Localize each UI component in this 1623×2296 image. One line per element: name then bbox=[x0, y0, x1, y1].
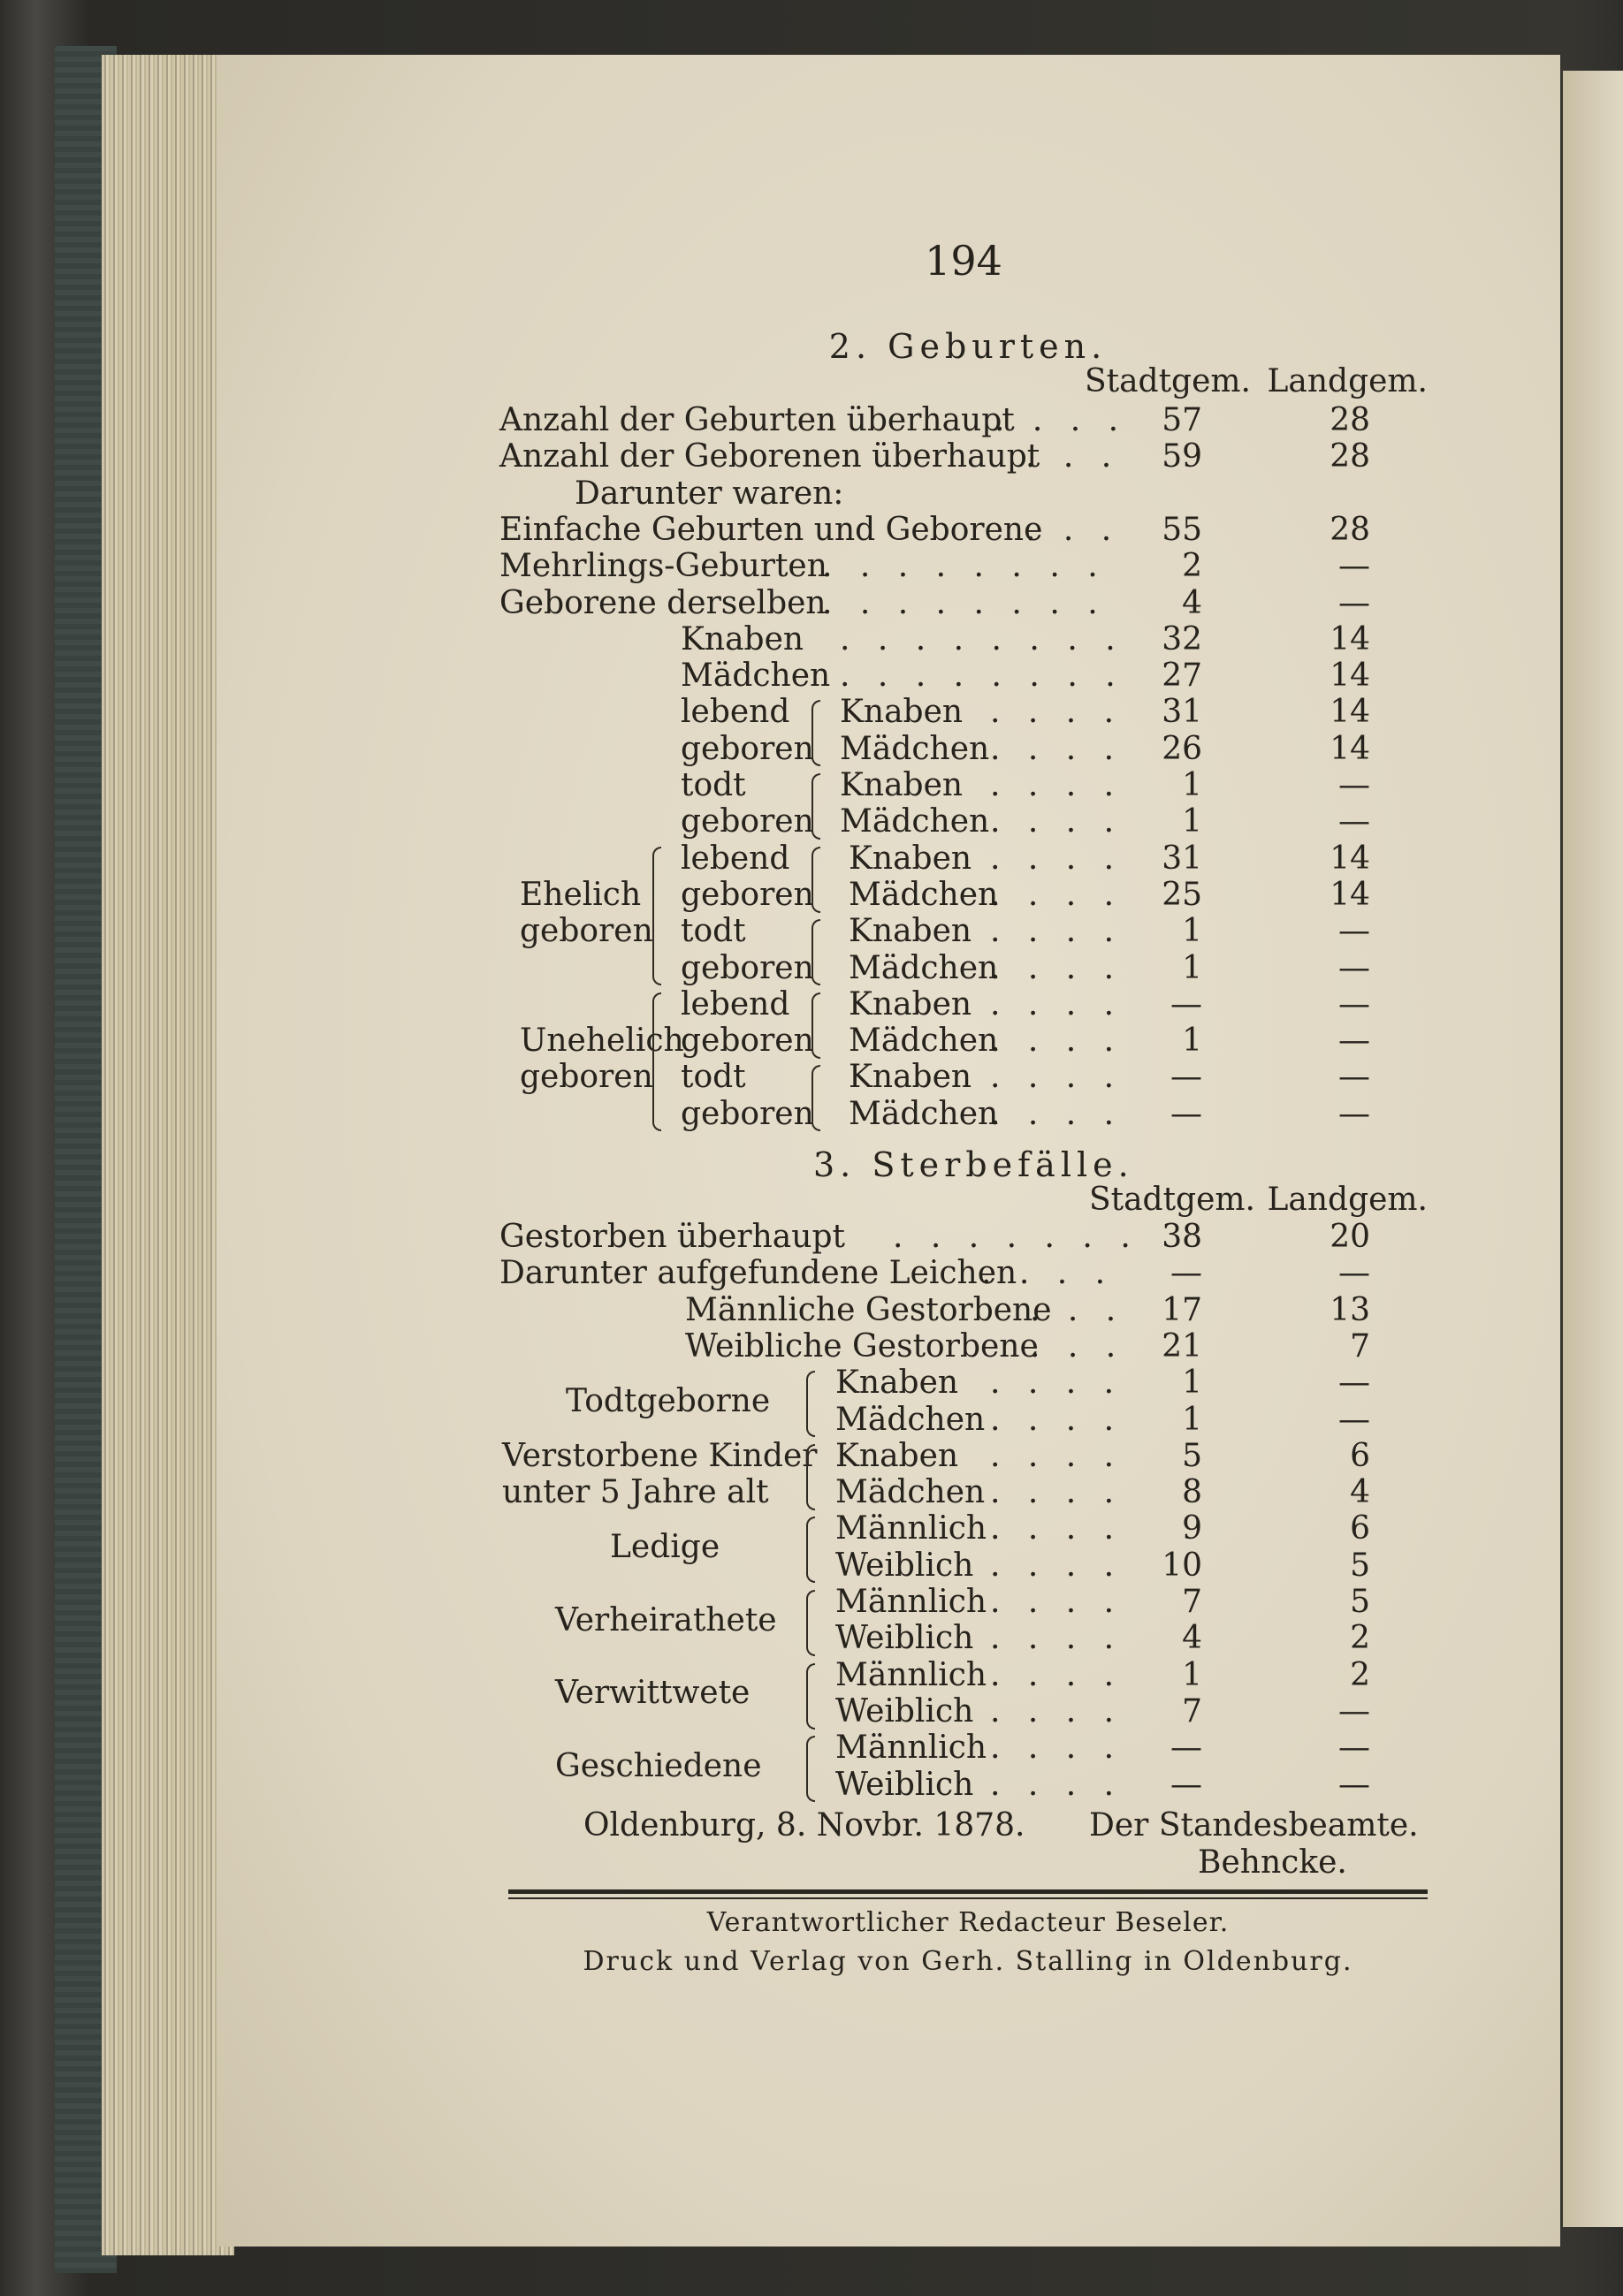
land-value: 13 bbox=[1330, 1292, 1370, 1328]
leader-dots: . . . . bbox=[990, 1767, 1124, 1803]
sub-label: todt bbox=[681, 1059, 746, 1095]
detail-label: Männlich bbox=[835, 1584, 987, 1620]
leader-dots: . . . . bbox=[990, 986, 1124, 1023]
section-2-col-land: Landgem. bbox=[1267, 363, 1428, 399]
land-value: 7 bbox=[1350, 1328, 1370, 1365]
land-value: 2 bbox=[1350, 1620, 1370, 1656]
stadt-value: 7 bbox=[1182, 1584, 1202, 1620]
land-value: 28 bbox=[1330, 512, 1370, 548]
row-label: Anzahl der Geburten überhaupt bbox=[499, 402, 1015, 438]
stadt-value: 1 bbox=[1182, 1402, 1202, 1438]
leader-dots: . . . . bbox=[994, 402, 1128, 438]
stadt-value: 55 bbox=[1162, 512, 1202, 548]
right-page-strip bbox=[1563, 71, 1623, 2227]
land-value: 28 bbox=[1330, 402, 1370, 438]
land-value: 14 bbox=[1330, 877, 1370, 913]
group-label: Geschiedene bbox=[555, 1748, 762, 1784]
detail-label: Mädchen bbox=[835, 1402, 986, 1438]
group-label: Verstorbene Kinder bbox=[502, 1438, 818, 1474]
row-label: Einfache Geburten und Geborene bbox=[499, 512, 1043, 548]
stadt-value: 9 bbox=[1182, 1510, 1202, 1547]
footer-place-date: Oldenburg, 8. Novbr. 1878. bbox=[583, 1807, 1025, 1844]
land-value: — bbox=[1338, 585, 1370, 621]
page-number: 194 bbox=[925, 237, 1002, 285]
leader-dots: . . . . bbox=[990, 1438, 1124, 1474]
detail-label: Knaben bbox=[849, 840, 972, 877]
brace bbox=[806, 1371, 815, 1437]
brace bbox=[812, 1065, 820, 1131]
footer-printer: Druck und Verlag von Gerh. Stalling in Oldenburg. bbox=[583, 1946, 1353, 1977]
stadt-value: 21 bbox=[1162, 1328, 1202, 1365]
group-label: Todtgeborne bbox=[566, 1383, 771, 1419]
brace bbox=[806, 1663, 815, 1730]
stadt-value: 5 bbox=[1182, 1438, 1202, 1474]
brace bbox=[812, 847, 820, 913]
stadt-value: — bbox=[1170, 1096, 1202, 1132]
stadt-value: 31 bbox=[1162, 694, 1202, 730]
leader-dots: . . . . bbox=[990, 1547, 1124, 1584]
brace bbox=[806, 1590, 815, 1656]
footer-official: Der Standesbeamte. bbox=[1089, 1807, 1419, 1844]
group-label: Unehelich bbox=[520, 1023, 684, 1059]
brace bbox=[812, 992, 820, 1059]
section-3-title: 3. Sterbefälle. bbox=[813, 1145, 1134, 1184]
stadt-value: 7 bbox=[1182, 1693, 1202, 1730]
leader-dots: . . . bbox=[1025, 438, 1121, 475]
sub-label: lebend bbox=[681, 986, 790, 1023]
leader-dots: . . . . . . . . bbox=[822, 548, 1107, 584]
brace bbox=[812, 919, 820, 985]
leader-dots: . . . . bbox=[990, 913, 1124, 949]
leader-dots: . . . . bbox=[990, 1059, 1124, 1095]
land-value: — bbox=[1338, 1402, 1370, 1438]
leader-dots: . . . . bbox=[990, 1693, 1124, 1730]
land-value: 28 bbox=[1330, 438, 1370, 475]
stadt-value: — bbox=[1170, 1730, 1202, 1766]
stadt-value: 8 bbox=[1182, 1474, 1202, 1510]
section-2-title: 2. Geburten. bbox=[828, 327, 1108, 366]
stadt-value: 38 bbox=[1162, 1219, 1202, 1255]
row-label: Gestorben überhaupt bbox=[499, 1219, 845, 1255]
row-label: Weibliche Gestorbene bbox=[685, 1328, 1039, 1365]
detail-label: Mädchen bbox=[835, 1474, 986, 1510]
leader-dots: . . . . bbox=[990, 1584, 1124, 1620]
leader-dots: . . . . bbox=[990, 1657, 1124, 1693]
land-value: 6 bbox=[1350, 1438, 1370, 1474]
group-label: Ledige bbox=[610, 1529, 720, 1565]
row-label: Darunter aufgefundene Leichen bbox=[499, 1255, 1017, 1291]
detail-label: Weiblich bbox=[835, 1547, 974, 1584]
land-value: — bbox=[1338, 1730, 1370, 1766]
detail-label: Mädchen bbox=[849, 877, 999, 913]
land-value: 6 bbox=[1350, 1510, 1370, 1547]
stadt-value: 59 bbox=[1162, 438, 1202, 475]
group-brace bbox=[652, 847, 661, 985]
stadt-value: 10 bbox=[1162, 1547, 1202, 1584]
row-label: Mädchen bbox=[681, 658, 831, 694]
row-label: Darunter waren: bbox=[575, 475, 844, 512]
sub-label: geboren bbox=[681, 731, 814, 767]
leader-dots: . . . . bbox=[990, 1510, 1124, 1547]
leader-dots: . . . . bbox=[990, 1730, 1124, 1766]
detail-label: Knaben bbox=[840, 767, 964, 803]
section-2-col-stadt: Stadtgem. bbox=[1084, 363, 1251, 399]
land-value: 14 bbox=[1330, 621, 1370, 658]
leader-dots: . . . . bbox=[990, 1096, 1124, 1132]
sub-label: geboren bbox=[681, 1096, 814, 1132]
leader-dots: . . . . . . . bbox=[893, 1219, 1139, 1255]
stadt-value: 4 bbox=[1182, 585, 1202, 621]
detail-label: Knaben bbox=[849, 986, 972, 1023]
group-label: geboren bbox=[520, 913, 653, 949]
leader-dots: . . . . bbox=[990, 950, 1124, 986]
leader-dots: . . . . . . . . bbox=[840, 658, 1124, 694]
brace bbox=[812, 700, 820, 766]
leader-dots: . . . . bbox=[990, 840, 1124, 877]
detail-label: Mädchen bbox=[849, 950, 999, 986]
leader-dots: . . . . bbox=[990, 877, 1124, 913]
stadt-value: 4 bbox=[1182, 1620, 1202, 1656]
stadt-value: 1 bbox=[1182, 950, 1202, 986]
leader-dots: . . . . . . . . bbox=[822, 585, 1107, 621]
leader-dots: . . . . bbox=[990, 803, 1124, 840]
land-value: — bbox=[1338, 1096, 1370, 1132]
detail-label: Weiblich bbox=[835, 1693, 974, 1730]
land-value: — bbox=[1338, 1767, 1370, 1803]
land-value: 14 bbox=[1330, 840, 1370, 877]
leader-dots: . . . . bbox=[990, 767, 1124, 803]
leader-dots: . . . . bbox=[981, 1255, 1115, 1291]
land-value: — bbox=[1338, 913, 1370, 949]
stadt-value: 17 bbox=[1162, 1292, 1202, 1328]
brace bbox=[806, 1444, 815, 1510]
land-value: 14 bbox=[1330, 731, 1370, 767]
double-rule-thin bbox=[508, 1897, 1428, 1899]
leader-dots: . . . . bbox=[990, 1620, 1124, 1656]
leader-dots: . . . . bbox=[990, 1023, 1124, 1059]
stadt-value: 1 bbox=[1182, 913, 1202, 949]
sub-label: geboren bbox=[681, 803, 814, 840]
detail-label: Mädchen bbox=[849, 1023, 999, 1059]
land-value: 14 bbox=[1330, 658, 1370, 694]
section-3-col-stadt: Stadtgem. bbox=[1088, 1182, 1255, 1218]
double-rule bbox=[508, 1889, 1428, 1894]
detail-label: Knaben bbox=[849, 913, 972, 949]
detail-label: Männlich bbox=[835, 1730, 987, 1766]
stadt-value: 1 bbox=[1182, 803, 1202, 840]
stadt-value: 32 bbox=[1162, 621, 1202, 658]
leader-dots: . . . bbox=[1030, 1328, 1125, 1365]
detail-label: Männlich bbox=[835, 1510, 987, 1547]
group-label: Ehelich bbox=[520, 877, 642, 913]
detail-label: Weiblich bbox=[835, 1620, 974, 1656]
row-label: Mehrlings-Geburten bbox=[499, 548, 827, 584]
land-value: — bbox=[1338, 1693, 1370, 1730]
detail-label: Knaben bbox=[840, 694, 964, 730]
sub-label: geboren bbox=[681, 1023, 814, 1059]
leader-dots: . . . . bbox=[990, 1402, 1124, 1438]
land-value: 20 bbox=[1330, 1219, 1370, 1255]
leader-dots: . . . . bbox=[990, 694, 1124, 730]
row-label: Männliche Gestorbene bbox=[685, 1292, 1052, 1328]
page-edges bbox=[102, 55, 234, 2255]
stadt-value: — bbox=[1170, 986, 1202, 1023]
land-value: — bbox=[1338, 1365, 1370, 1401]
leader-dots: . . . . bbox=[990, 1365, 1124, 1401]
group-brace bbox=[652, 992, 661, 1131]
sub-label: todt bbox=[681, 913, 746, 949]
stadt-value: 1 bbox=[1182, 1023, 1202, 1059]
land-value: 4 bbox=[1350, 1474, 1370, 1510]
stadt-value: 57 bbox=[1162, 402, 1202, 438]
land-value: — bbox=[1338, 986, 1370, 1023]
stadt-value: — bbox=[1170, 1255, 1202, 1291]
sub-label: geboren bbox=[681, 950, 814, 986]
brace bbox=[812, 773, 820, 840]
group-label: Verwittwete bbox=[555, 1675, 751, 1711]
footer-editor: Verantwortlicher Redacteur Beseler. bbox=[706, 1907, 1230, 1938]
stadt-value: 1 bbox=[1182, 767, 1202, 803]
detail-label: Mädchen bbox=[840, 731, 990, 767]
land-value: — bbox=[1338, 950, 1370, 986]
row-label: Knaben bbox=[681, 621, 804, 658]
land-value: — bbox=[1338, 1255, 1370, 1291]
land-value: — bbox=[1338, 1023, 1370, 1059]
stadt-value: — bbox=[1170, 1059, 1202, 1095]
stadt-value: 26 bbox=[1162, 731, 1202, 767]
sub-label: lebend bbox=[681, 840, 790, 877]
stadt-value: 31 bbox=[1162, 840, 1202, 877]
leader-dots: . . . . bbox=[990, 1474, 1124, 1510]
detail-label: Knaben bbox=[849, 1059, 972, 1095]
row-label: Geborene derselben bbox=[499, 585, 827, 621]
section-3-col-land: Landgem. bbox=[1267, 1182, 1428, 1218]
sub-label: todt bbox=[681, 767, 746, 803]
land-value: 5 bbox=[1350, 1547, 1370, 1584]
brace bbox=[806, 1736, 815, 1802]
brace bbox=[806, 1517, 815, 1583]
group-label: Verheirathete bbox=[555, 1602, 777, 1638]
land-value: — bbox=[1338, 548, 1370, 584]
land-value: — bbox=[1338, 1059, 1370, 1095]
land-value: 5 bbox=[1350, 1584, 1370, 1620]
stadt-value: 25 bbox=[1162, 877, 1202, 913]
land-value: 14 bbox=[1330, 694, 1370, 730]
land-value: 2 bbox=[1350, 1657, 1370, 1693]
stadt-value: 1 bbox=[1182, 1657, 1202, 1693]
row-label: Anzahl der Geborenen überhaupt bbox=[499, 438, 1040, 475]
land-value: — bbox=[1338, 767, 1370, 803]
detail-label: Weiblich bbox=[835, 1767, 974, 1803]
stadt-value: 27 bbox=[1162, 658, 1202, 694]
leader-dots: . . . . . . . . bbox=[840, 621, 1124, 658]
detail-label: Knaben bbox=[835, 1438, 959, 1474]
sub-label: geboren bbox=[681, 877, 814, 913]
group-label: geboren bbox=[520, 1059, 653, 1095]
sub-label: lebend bbox=[681, 694, 790, 730]
detail-label: Männlich bbox=[835, 1657, 987, 1693]
leader-dots: . . . . bbox=[990, 731, 1124, 767]
land-value: — bbox=[1338, 803, 1370, 840]
leader-dots: . . . bbox=[1030, 1292, 1125, 1328]
leader-dots: . . . bbox=[1025, 512, 1121, 548]
detail-label: Mädchen bbox=[849, 1096, 999, 1132]
detail-label: Knaben bbox=[835, 1365, 959, 1401]
group-label: unter 5 Jahre alt bbox=[502, 1474, 769, 1510]
detail-label: Mädchen bbox=[840, 803, 990, 840]
stadt-value: 2 bbox=[1182, 548, 1202, 584]
stadt-value: 1 bbox=[1182, 1365, 1202, 1401]
footer-name: Behncke. bbox=[1198, 1844, 1347, 1881]
stadt-value: — bbox=[1170, 1767, 1202, 1803]
